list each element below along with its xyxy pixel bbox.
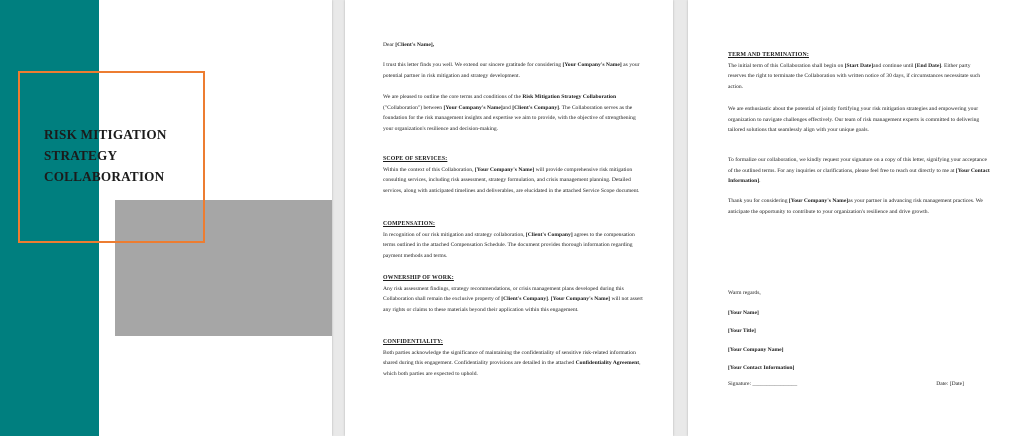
cover-title (44, 124, 194, 187)
cover-page (0, 0, 332, 436)
scope-heading: SCOPE OF SERVICES: (383, 156, 448, 162)
purpose-paragraph: We are pleased to outline the core terms and conditions of the Risk Mitigation Strategy Collaboration ("Collaboration") between [Your Company's Name]and [Client's Company]. The Collaboration serves as the foundation for the risk management insights and expertise we aim to provide, with the objective of strengthening your organization's resilience and decision-making. (383, 94, 636, 132)
confidentiality-section: CONFIDENTIALITY: Both parties acknowledge the significance of maintaining the confidentiality of sensitive risk-related information shared during this engagement. Confidentiality provisions are detailed in the attached Confidentiality Agreement, which both parties are expected to uphold. (383, 337, 643, 379)
letter-page-1 (345, 0, 673, 436)
sign-company: [Your Company Name] (728, 346, 784, 353)
signature-label: Signature: ________________ (728, 380, 798, 387)
ownership-heading: OWNERSHIP OF WORK: (383, 275, 454, 281)
cover-title-line-3: COLLABORATION (44, 169, 165, 184)
ownership-section: OWNERSHIP OF WORK: Any risk assessment findings, strategy recommendations, or crisis management plans developed during this Collaboration shall remain the exclusive property of [Client's Company]. [Your Company's Name] will not assert any rights or claims to these materials beyond their application within this engagement. (383, 275, 643, 313)
scope-section: SCOPE OF SERVICES: Within the context of this Collaboration, [Your Company's Name] will provide comprehensive risk mitigation consulting services, including risk assessment, strategy formulation, and crisis management planning. Detailed services, along with anticipated timelines and deliverables, are elucidated in the attached Service Scope document. (383, 154, 643, 196)
intro-paragraph: I trust this letter finds you well. We extend our sincere gratitude for considering [Your Company's Name] as your potential partner in risk mitigation and strategy development. (383, 62, 640, 79)
salutation-prefix: Dear (383, 42, 396, 48)
closing: Warm regards, (728, 290, 761, 296)
term-heading: TERM AND TERMINATION: (728, 52, 809, 58)
sign-contact: [Your Contact Information] (728, 365, 795, 372)
formalize-paragraph: To formalize our collaboration, we kindly request your signature on a copy of this letter, signifying your acceptance of the outlined terms. For any inquiries or clarifications, please feel free to reach out directly to me at [Your Contact Information]. (728, 157, 990, 185)
letter-page-2 (688, 0, 1024, 436)
sign-title: [Your Title] (728, 328, 756, 335)
signature-line (728, 379, 964, 390)
client-name-placeholder: [Client's Name], (395, 42, 435, 48)
enthusiasm-paragraph: We are enthusiastic about the potential of jointly fortifying your risk mitigation strategies and empowering your organization to navigate challenges effectively. Our team of risk management experts is committed to delivering tailored solutions that seamlessly align with your unique goals. (728, 106, 980, 134)
salutation (383, 40, 643, 51)
cover-title-line-1: RISK MITIGATION (44, 127, 167, 142)
cover-title-line-2: STRATEGY (44, 148, 118, 163)
confidentiality-heading: CONFIDENTIALITY: (383, 339, 443, 345)
compensation-heading: COMPENSATION: (383, 221, 436, 227)
signature-block (728, 288, 990, 390)
date-label: Date: [Date] (936, 380, 964, 387)
thanks-paragraph: Thank you for considering [Your Company's Name]as your partner in advancing risk management practices. We anticipate the opportunity to contribute to your organization's resilience and drive growth. (728, 198, 983, 215)
term-section: TERM AND TERMINATION: The initial term of this Collaboration shall begin on [Start Date]and continue until [End Date]. Either party reserves the right to terminate the Collaboration with written notice of 30 days, if circumstances necessitate such action. (728, 50, 990, 92)
sign-name: [Your Name] (728, 309, 759, 316)
compensation-section: COMPENSATION: In recognition of our risk mitigation and strategy collaboration, [Client's Company] agrees to the compensation terms outlined in the attached Compensation Schedule. The document provides thorough information regarding payment methods and terms. (383, 219, 643, 261)
